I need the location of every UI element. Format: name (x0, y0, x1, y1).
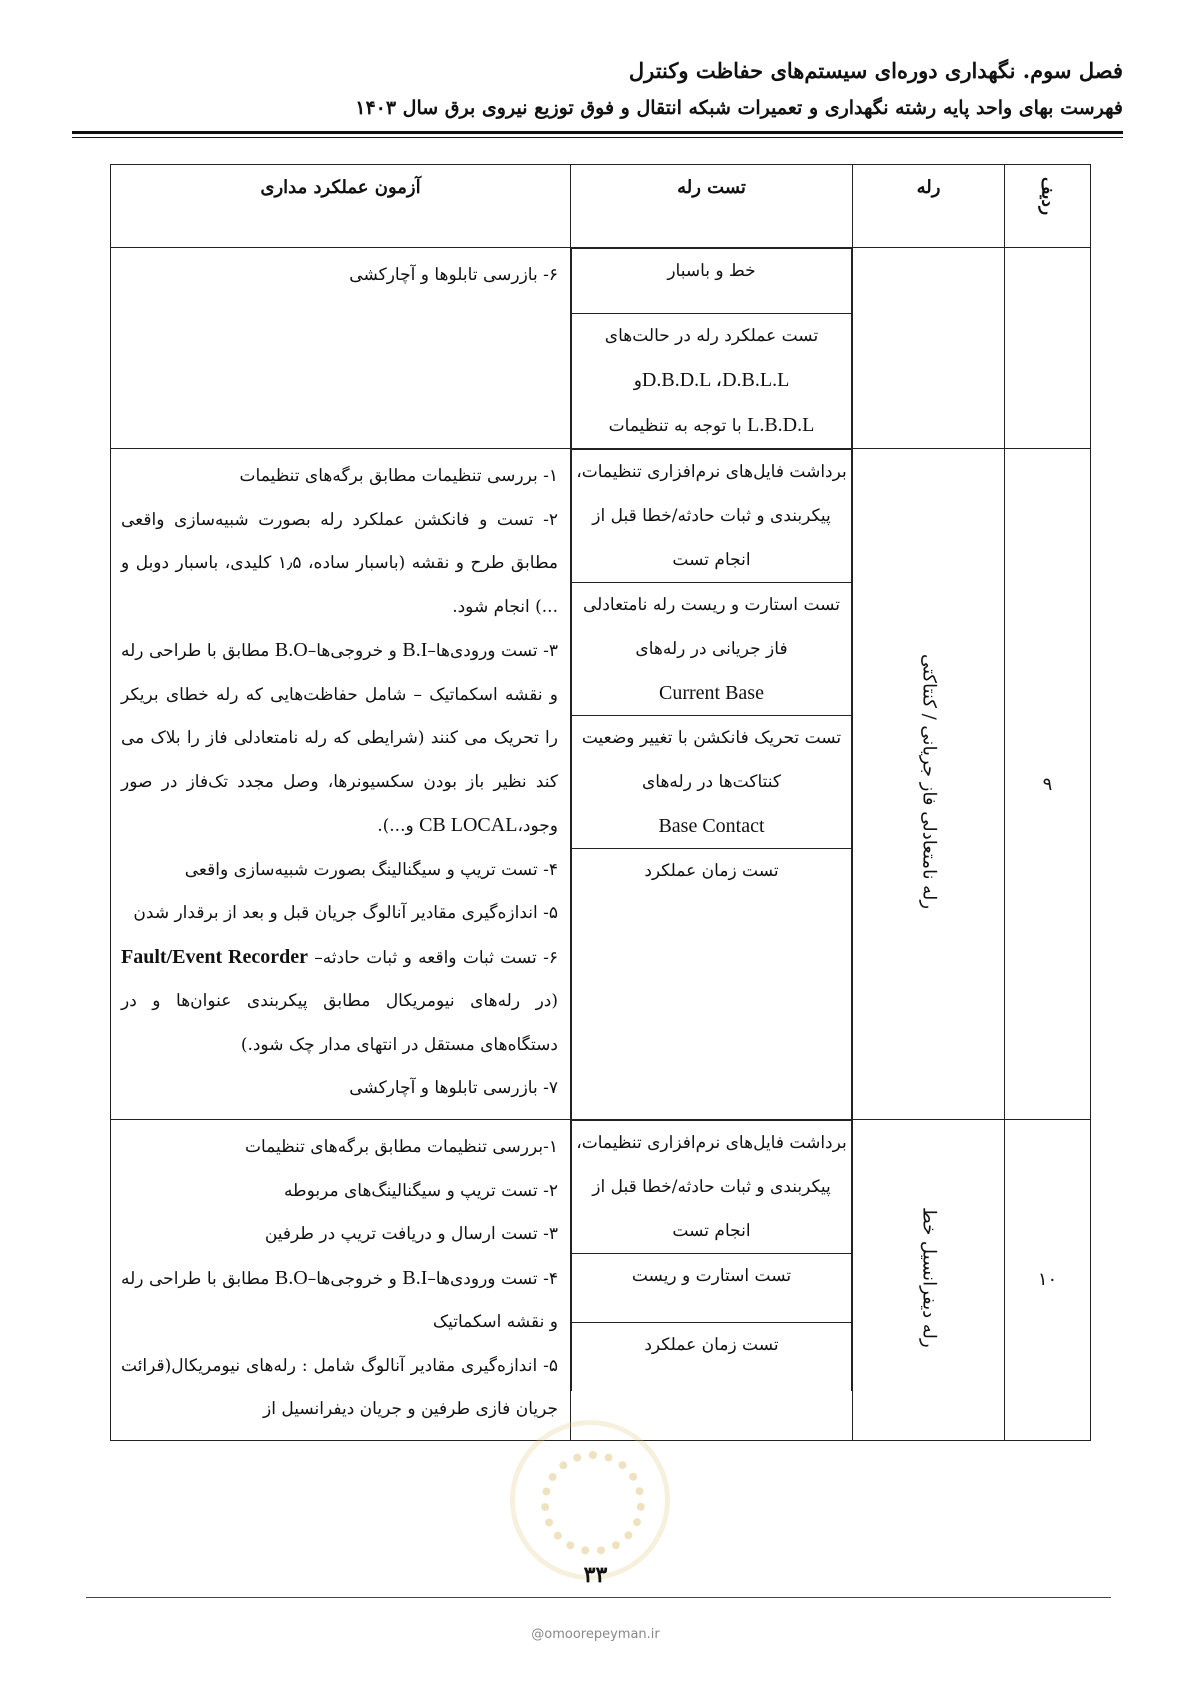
header-rule-thin (72, 137, 1123, 138)
table-row-10 (111, 1120, 1091, 1441)
azmoon-item: ۵- اندازه‌گیری مقادیر آنالوگ جریان قبل و بعد از برقدار شدن (133, 903, 558, 923)
azmoon-cell (111, 1120, 571, 1441)
relay-name: رله نامتعادلی فاز جریانی / کنتاکتی (853, 449, 1005, 1120)
test-item: خط و باسبار (572, 249, 852, 314)
footer-rule (86, 1597, 1111, 1598)
col-header-rele: رله (853, 165, 1005, 248)
col-header-test: تست رله (571, 165, 853, 248)
radif-cell (1005, 248, 1091, 449)
tests-cell (571, 248, 853, 449)
azmoon-item: ۶- بازرسی تابلوها و آچارکشی (349, 265, 558, 285)
rele-cell (853, 248, 1005, 449)
azmoon-item: ۳- تست ارسال و دریافت تریپ در طرفین (264, 1224, 558, 1244)
azmoon-item: ۴- تست تریپ و سیگنالینگ بصورت شبیه‌سازی واقعی (184, 859, 558, 880)
test-item: تست عملکرد رله در حالت‌های D.B.D.L ،D.B.L.Lو L.B.D.L با توجه به تنظیمات (572, 314, 852, 449)
tests-cell (571, 449, 853, 1120)
tests-cell (571, 1120, 853, 1441)
page-header (68, 56, 1123, 124)
header-rule-thick (72, 131, 1123, 134)
azmoon-item: ۲- تست و فانکشن عملکرد رله بصورت شبیه‌سازی واقعی مطابق طرح و نقشه (باسبار ساده، ۱٫۵ کلیدی، باسبار دوبل و ...) انجام شود. (121, 509, 558, 617)
azmoon-item: ۱-بررسی تنظیمات مطابق برگه‌های تنظیمات (244, 1137, 558, 1157)
col-header-azmoon: آزمون عملکرد مداری (111, 165, 571, 248)
relay-test-table (110, 164, 1091, 1441)
relay-name: رله دیفرانسیل خط (853, 1120, 1005, 1441)
col-header-radif: ردیف (1005, 165, 1091, 248)
page-number: ۳۳ (583, 1562, 608, 1588)
azmoon-item: ۳- تست ورودی‌ها–B.I و خروجی‌ها–B.O مطابق با طراحی رله و نقشه اسکماتیک – شامل حفاظت‌هایی که رله خطای بریکر را تحریک می کنند (شرایطی که رله نامتعادلی فاز را بلاک می کند نظیر باز بودن سکسیونرها، وصل مجدد تک‌فاز در صور وجود،CB LOCAL و...). (121, 639, 558, 836)
test-item: تست زمان عملکرد (572, 1323, 852, 1392)
azmoon-item: ۵- اندازه‌گیری مقادیر آنالوگ شامل : رله‌های نیومریکال(قرائت جریان فازی طرفین و جریان دیفرانسیل از (121, 1355, 558, 1419)
test-item: برداشت فایل‌های نرم‌افزاری تنظیمات، پیکربندی و ثبات حادثه/خطا قبل از انجام تست (572, 1121, 852, 1254)
table-row-continued (111, 248, 1091, 449)
test-item: تست استارت و ریست (572, 1254, 852, 1323)
row-number: ۱۰ (1005, 1120, 1091, 1441)
row-number: ۹ (1005, 449, 1091, 1120)
document-title: فهرست بهای واحد پایه رشته نگهداری و تعمیرات شبکه انتقال و فوق توزیع نیروی برق سال ۱۴۰۳ (355, 97, 1123, 119)
azmoon-item: ۴- تست ورودی‌ها–B.I و خروجی‌ها–B.O مطابق با طراحی رله و نقشه اسکماتیک (121, 1266, 558, 1332)
test-item: برداشت فایل‌های نرم‌افزاری تنظیمات، پیکربندی و ثبات حادثه/خطا قبل از انجام تست (572, 450, 852, 583)
azmoon-cell (111, 449, 571, 1120)
table-row-9 (111, 449, 1091, 1120)
azmoon-item: ۱- بررسی تنظیمات مطابق برگه‌های تنظیمات (239, 466, 558, 486)
azmoon-item: ۷- بازرسی تابلوها و آچارکشی (349, 1078, 558, 1098)
azmoon-item: ۶- تست ثبات واقعه و ثبات حادثه– Fault/Event Recorder (در رله‌های نیومریکال مطابق پیکربندی عنوان‌ها و در دستگاه‌های مستقل در انتهای مدار چک شود.) (121, 945, 558, 1055)
test-item: تست زمان عملکرد (572, 849, 852, 1120)
chapter-title: فصل سوم. نگهداری دوره‌ای سیستم‌های حفاظت وکنترل (628, 58, 1123, 83)
watermark-seal (510, 1420, 670, 1580)
test-item: تست تحریک فانکشن با تغییر وضعیت کنتاکت‌ها در رله‌های Base Contact (572, 716, 852, 849)
site-watermark: @omoorepeyman.ir (531, 1627, 660, 1642)
test-item: تست استارت و ریست رله نامتعادلی فاز جریانی در رله‌های Current Base (572, 583, 852, 716)
azmoon-cell (111, 248, 571, 449)
azmoon-item: ۲- تست تریپ و سیگنالینگ‌های مربوطه (283, 1180, 558, 1201)
table-header-row (111, 165, 1091, 248)
